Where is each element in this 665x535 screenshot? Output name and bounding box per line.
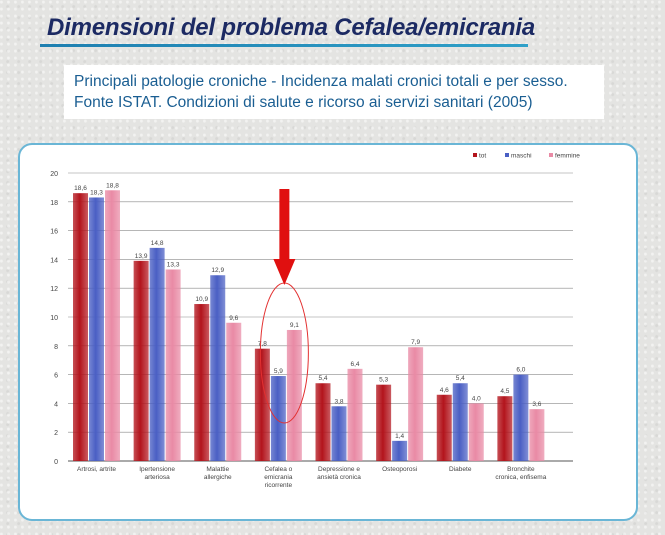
data-label: 1,4 <box>395 432 405 440</box>
y-tick-label: 14 <box>50 257 58 265</box>
chart-subtitle-box <box>64 65 604 119</box>
y-tick-label: 18 <box>50 199 58 207</box>
bar-femmine <box>469 403 484 461</box>
data-label: 4,0 <box>471 395 481 403</box>
x-category-label: Ipertensione arteriosa <box>139 466 176 481</box>
bar-tot <box>437 395 452 461</box>
y-tick-label: 0 <box>54 459 58 466</box>
bar-femmine <box>408 347 423 461</box>
data-label: 6,0 <box>516 366 526 374</box>
bar-tot <box>255 349 270 461</box>
bar-tot <box>73 193 88 461</box>
data-label: 12,9 <box>211 267 225 275</box>
y-tick-label: 10 <box>50 315 58 322</box>
data-label: 18,6 <box>74 185 87 193</box>
bar-maschi <box>150 248 165 461</box>
data-label: 7,8 <box>257 340 267 348</box>
bar-femmine <box>226 323 241 461</box>
legend-label-femmine: femmine <box>555 152 580 160</box>
x-category-label: Bronchite cronica, enfisema <box>495 466 547 481</box>
bar-maschi <box>89 197 104 461</box>
data-label: 5,3 <box>379 376 389 384</box>
y-tick-label: 6 <box>54 372 58 380</box>
data-label: 5,4 <box>455 375 465 383</box>
x-category-label: Cefalea o emicrania ricorrente <box>264 466 293 489</box>
y-tick-label: 20 <box>50 171 58 178</box>
bar-tot <box>316 383 331 461</box>
bar-tot <box>376 385 391 461</box>
data-label: 5,4 <box>318 375 328 383</box>
data-label: 3,6 <box>532 401 542 409</box>
bar-maschi <box>453 383 468 461</box>
bar-maschi <box>392 441 407 461</box>
legend-swatch-femmine <box>549 153 553 157</box>
bar-maschi <box>332 406 347 461</box>
data-label: 13,9 <box>134 252 148 260</box>
bar-femmine <box>529 409 544 461</box>
legend-swatch-maschi <box>505 153 509 157</box>
legend-label-maschi: maschi <box>511 152 532 160</box>
bar-tot <box>134 261 149 461</box>
bar-maschi <box>513 375 528 461</box>
data-label: 6,4 <box>350 360 360 368</box>
y-tick-label: 16 <box>50 228 58 236</box>
bar-tot <box>497 396 512 461</box>
data-label: 10,9 <box>195 296 209 304</box>
bar-maschi <box>210 275 225 461</box>
legend-label-tot: tot <box>479 152 487 160</box>
data-label: 14,8 <box>150 239 164 247</box>
data-label: 3,8 <box>334 398 344 406</box>
legend-swatch-tot <box>473 153 477 157</box>
data-label: 9,1 <box>289 321 299 329</box>
data-label: 13,3 <box>166 261 180 269</box>
bar-chart <box>18 143 638 521</box>
data-label: 4,6 <box>439 386 449 394</box>
y-tick-label: 8 <box>54 343 58 351</box>
bar-femmine <box>105 190 120 461</box>
data-label: 9,6 <box>229 314 239 322</box>
page-title: Dimensioni del problema Cefalea/emicrania <box>47 14 535 41</box>
data-label: 18,3 <box>90 189 103 197</box>
y-tick-label: 12 <box>50 286 58 294</box>
x-category-label: Osteoporosi <box>382 466 418 473</box>
x-category-label: Diabete <box>449 466 472 473</box>
y-tick-label: 4 <box>54 401 58 409</box>
subtitle-line-1: Principali patologie croniche - Incidenza malati cronici totali e per sesso. <box>74 73 568 90</box>
highlight-arrow <box>273 189 295 285</box>
bar-femmine <box>166 269 181 461</box>
x-category-label: Malattie allergiche <box>203 466 232 481</box>
data-label: 18,8 <box>106 182 119 190</box>
bar-femmine <box>348 369 363 461</box>
title-underline <box>40 44 528 47</box>
subtitle-line-2: Fonte ISTAT. Condizioni di salute e ricorso ai servizi sanitari (2005) <box>74 94 533 111</box>
data-label: 4,5 <box>500 388 510 396</box>
data-label: 5,9 <box>273 368 283 376</box>
x-category-label: Depressione e ansietà cronica <box>317 466 361 481</box>
data-label: 7,9 <box>411 339 421 347</box>
bar-tot <box>194 304 209 461</box>
y-tick-label: 2 <box>54 430 58 438</box>
bar-femmine <box>287 330 302 461</box>
x-category-label: Artrosi, artrite <box>76 466 117 473</box>
bar-maschi <box>271 376 286 461</box>
